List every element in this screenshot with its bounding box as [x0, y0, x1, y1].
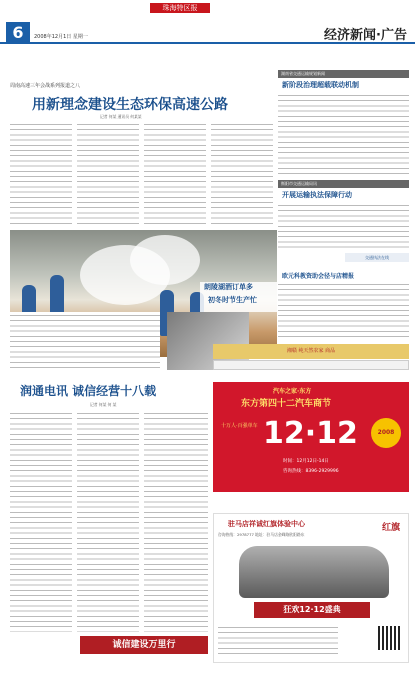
main-story-kicker-box	[10, 82, 205, 89]
ad1-sub: 十万人·百强单车	[221, 423, 258, 429]
lower-story-byline: 记者 何某 何 某	[90, 402, 117, 407]
masthead-logo: 珠海特区报	[150, 3, 210, 13]
right-col-story2-kicker-box	[278, 180, 409, 188]
ad1-headline: 东方第四十二汽车商节	[241, 399, 332, 409]
ad-banner-strip: 湘赣 纯天然农家 商品	[213, 344, 409, 359]
main-story-col2	[77, 121, 139, 225]
traffic-logo: 交通执法在线	[345, 253, 409, 262]
integrity-banner: 诚信建设万里行	[80, 636, 208, 654]
ad2-text	[218, 624, 338, 658]
page-header	[0, 22, 415, 44]
main-story-byline: 记者 何某 通讯员 何某某	[100, 114, 142, 119]
photo-caption-title1: 朗陵湖酒订单多	[204, 283, 253, 291]
ad1-info-phone: 咨询热线：8396-2929996	[283, 469, 339, 474]
main-story-kicker: 周南高速三年会战系列报道之八	[10, 83, 81, 89]
ad1-badge: 2008	[371, 418, 401, 448]
steam-shape	[130, 235, 200, 285]
lower-story-col2	[77, 410, 139, 632]
page-number: 6	[6, 22, 30, 43]
car-image	[239, 546, 389, 598]
right-col-story2-kicker: 衡阳市交通运输局讯	[278, 180, 409, 188]
photo-story-text	[10, 312, 160, 370]
ad2-slogan: 红旗	[381, 523, 400, 533]
right-col-kicker-box	[278, 70, 409, 78]
lower-story-col1	[10, 410, 72, 632]
right-col-story2-headline: 开展运输执法保障行动	[282, 191, 352, 199]
ad2-banner: 狂欢12·12盛典	[254, 602, 370, 618]
right-col-story3-text	[278, 281, 409, 341]
auto-festival-ad	[213, 382, 409, 510]
dateline: 2008年12月1日 星期一	[34, 34, 88, 40]
photo-caption	[200, 282, 278, 312]
ad1-info-date: 时间：12月12日-14日	[283, 459, 329, 464]
right-col-story3-headline: 欧元科教资助会径与店精报	[282, 273, 355, 280]
main-story-headline: 用新理念建设生态环保高速公路	[32, 97, 228, 113]
right-col-story2-text	[278, 202, 409, 252]
ad2-phone: 咨询热线：2978777 地址：驻马店金峰路欧阳路东	[218, 532, 305, 537]
ad1-top-line: 汽车之家·东方	[273, 388, 312, 395]
main-story-col1	[10, 121, 72, 225]
qr-code-icon	[378, 626, 402, 650]
ad1-date-big: 12·12	[263, 416, 358, 451]
right-col-text	[278, 92, 409, 176]
right-col-headline: 新阶段治理超载联动机制	[282, 81, 359, 89]
lower-story-headline: 润通电讯 诚信经营十八载	[20, 384, 157, 398]
section-title: 经济新闻·广告	[324, 28, 407, 43]
main-story-col4	[211, 121, 273, 225]
ad-small-strip	[213, 360, 409, 370]
photo-caption-title2: 初冬时节生产忙	[208, 296, 257, 304]
right-col-kicker: 湖南省交通运输规划新闻	[278, 70, 409, 78]
ad2-headline: 驻马店祥诚红旗体验中心	[228, 520, 305, 528]
ad1-sponsor-strip	[213, 492, 409, 510]
lower-story-col3	[144, 410, 208, 632]
hongqi-dealer-ad	[213, 513, 409, 663]
main-story-col3	[144, 121, 206, 225]
